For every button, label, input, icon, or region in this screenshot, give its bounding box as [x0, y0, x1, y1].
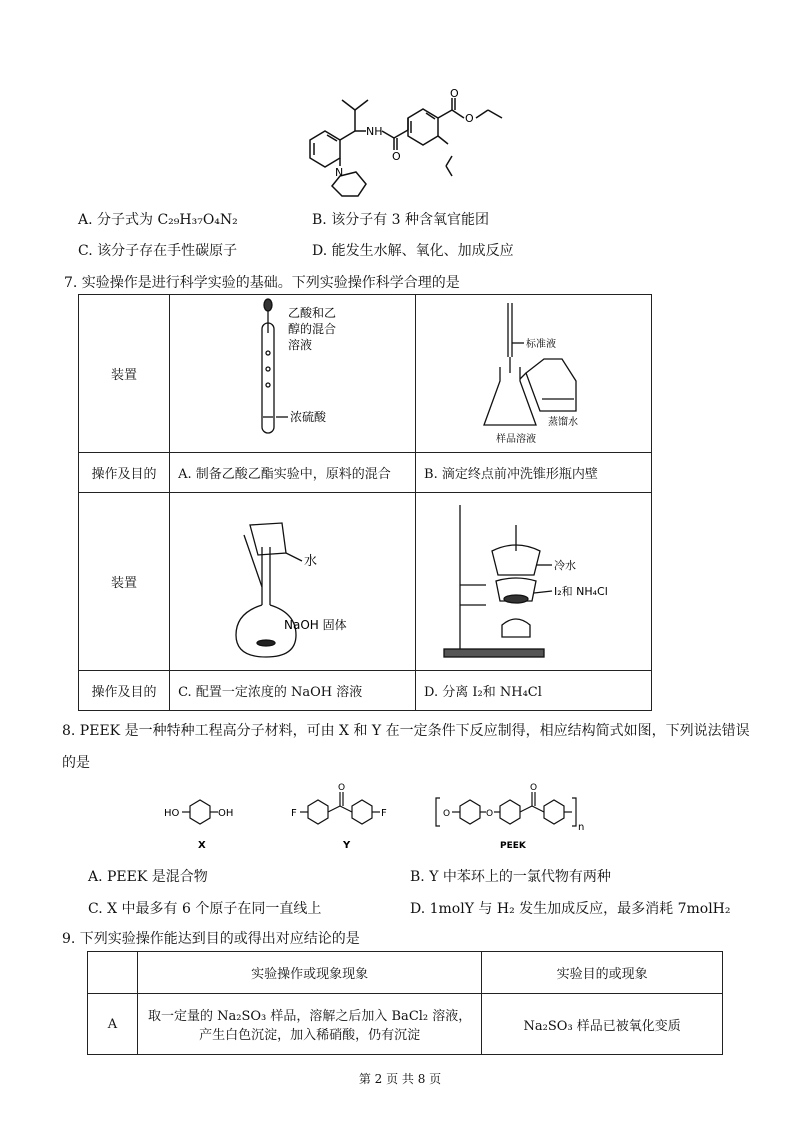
- q9-row-result: Na₂SO₃ 样品已被氧化变质: [482, 994, 723, 1055]
- q7-caption-a[interactable]: A. 制备乙酸乙酯实验中，原料的混合: [170, 453, 416, 493]
- label-x: X: [198, 840, 206, 851]
- peek-n: n: [578, 822, 585, 833]
- q7-caption-b[interactable]: B. 滴定终点前冲洗锥形瓶内壁: [416, 453, 652, 493]
- q6-molecule-structure: [280, 88, 530, 198]
- y-o: O: [338, 783, 346, 793]
- q7-row-label: 装置: [79, 295, 170, 453]
- q7-row-label: 操作及目的: [79, 671, 170, 711]
- sublimation-diagram: [416, 495, 648, 665]
- label-naoh: NaOH 固体: [284, 617, 347, 632]
- page-footer: 第 2 页 共 8 页: [358, 1072, 442, 1086]
- titration-diagram: [416, 297, 648, 447]
- test-tube-diagram: [170, 297, 410, 447]
- label-standard: 标准液: [526, 338, 557, 350]
- label-mix-1: 乙酸和乙: [288, 305, 337, 320]
- q7-row-label: 操作及目的: [79, 453, 170, 493]
- q6-option-c[interactable]: C. 该分子存在手性碳原子: [78, 243, 238, 259]
- peek-o2: O: [486, 809, 494, 819]
- q6-label-nh: NH: [366, 125, 383, 138]
- label-acid: 浓硫酸: [290, 409, 327, 424]
- label-coldwater: 冷水: [554, 558, 577, 572]
- label-y: Y: [343, 840, 351, 851]
- q6-option-a[interactable]: A. 分子式为 C₂₉H₃₇O₄N₂: [78, 212, 238, 228]
- q6-option-d[interactable]: D. 能发生水解、氧化、加成反应: [312, 243, 514, 259]
- label-mix-3: 溶液: [288, 337, 313, 352]
- q6-option-b[interactable]: B. 该分子有 3 种含氧官能团: [312, 212, 489, 228]
- q9-op-line2: 产生白色沉淀，加入稀硝酸，仍有沉淀: [199, 1028, 421, 1043]
- q7-apparatus-a: [170, 295, 416, 453]
- label-water: 蒸馏水: [548, 416, 579, 428]
- label-i2-nh4cl: I₂和 NH₄Cl: [554, 584, 608, 598]
- q7-table: [78, 294, 652, 711]
- q9-row-key: A: [88, 994, 138, 1055]
- q7-stem: 7. 实验操作是进行科学实验的基础。下列实验操作科学合理的是: [64, 275, 460, 291]
- q8-structures: [160, 778, 640, 856]
- q6-label-o2: O: [450, 88, 459, 100]
- q9-stem: 9. 下列实验操作能达到目的或得出对应结论的是: [62, 931, 360, 947]
- q7-caption-c[interactable]: C. 配置一定浓度的 NaOH 溶液: [170, 671, 416, 711]
- volumetric-flask-diagram: [170, 495, 410, 665]
- label-mix-2: 醇的混合: [288, 321, 337, 336]
- q9-op-line1: 取一定量的 Na₂SO₃ 样品，溶解之后加入 BaCl₂ 溶液，: [148, 1009, 472, 1024]
- label-water-c: 水: [304, 553, 318, 569]
- q7-caption-d[interactable]: D. 分离 I₂和 NH₄Cl: [416, 671, 652, 711]
- q7-apparatus-d: [416, 493, 652, 671]
- q7-apparatus-c: [170, 493, 416, 671]
- y-f-left: F: [291, 808, 297, 819]
- label-peek: PEEK: [500, 841, 526, 851]
- q6-label-n: N: [335, 166, 344, 179]
- y-f-right: F: [381, 808, 387, 819]
- q8-option-b[interactable]: B. Y 中苯环上的一氯代物有两种: [410, 869, 611, 885]
- x-oh: OH: [218, 808, 234, 819]
- q8-option-a[interactable]: A. PEEK 是混合物: [88, 869, 208, 885]
- q6-label-o3: O: [465, 112, 474, 125]
- q8-stem-line1: 8. PEEK 是一种特种工程高分子材料，可由 X 和 Y 在一定条件下反应制得，相应结构简式如图，下列说法错误: [62, 723, 750, 739]
- q9-header-result: 实验目的或现象: [482, 952, 723, 994]
- peek-o1: O: [443, 809, 451, 819]
- q8-option-d[interactable]: D. 1molY 与 H₂ 发生加成反应，最多消耗 7molH₂: [410, 901, 731, 917]
- q7-apparatus-b: [416, 295, 652, 453]
- q7-row-label: 装置: [79, 493, 170, 671]
- q9-row-operation: [137, 994, 481, 1055]
- q8-option-c[interactable]: C. X 中最多有 6 个原子在同一直线上: [88, 901, 322, 917]
- q9-table: [87, 951, 723, 1055]
- q8-stem-line2: 的是: [62, 755, 90, 771]
- peek-o3: O: [530, 783, 538, 793]
- x-ho: HO: [164, 808, 180, 819]
- q9-header-operation: 实验操作或现象现象: [137, 952, 481, 994]
- q9-header-blank: [88, 952, 138, 994]
- label-sample: 样品溶液: [496, 433, 537, 445]
- q6-label-o1: O: [392, 150, 401, 163]
